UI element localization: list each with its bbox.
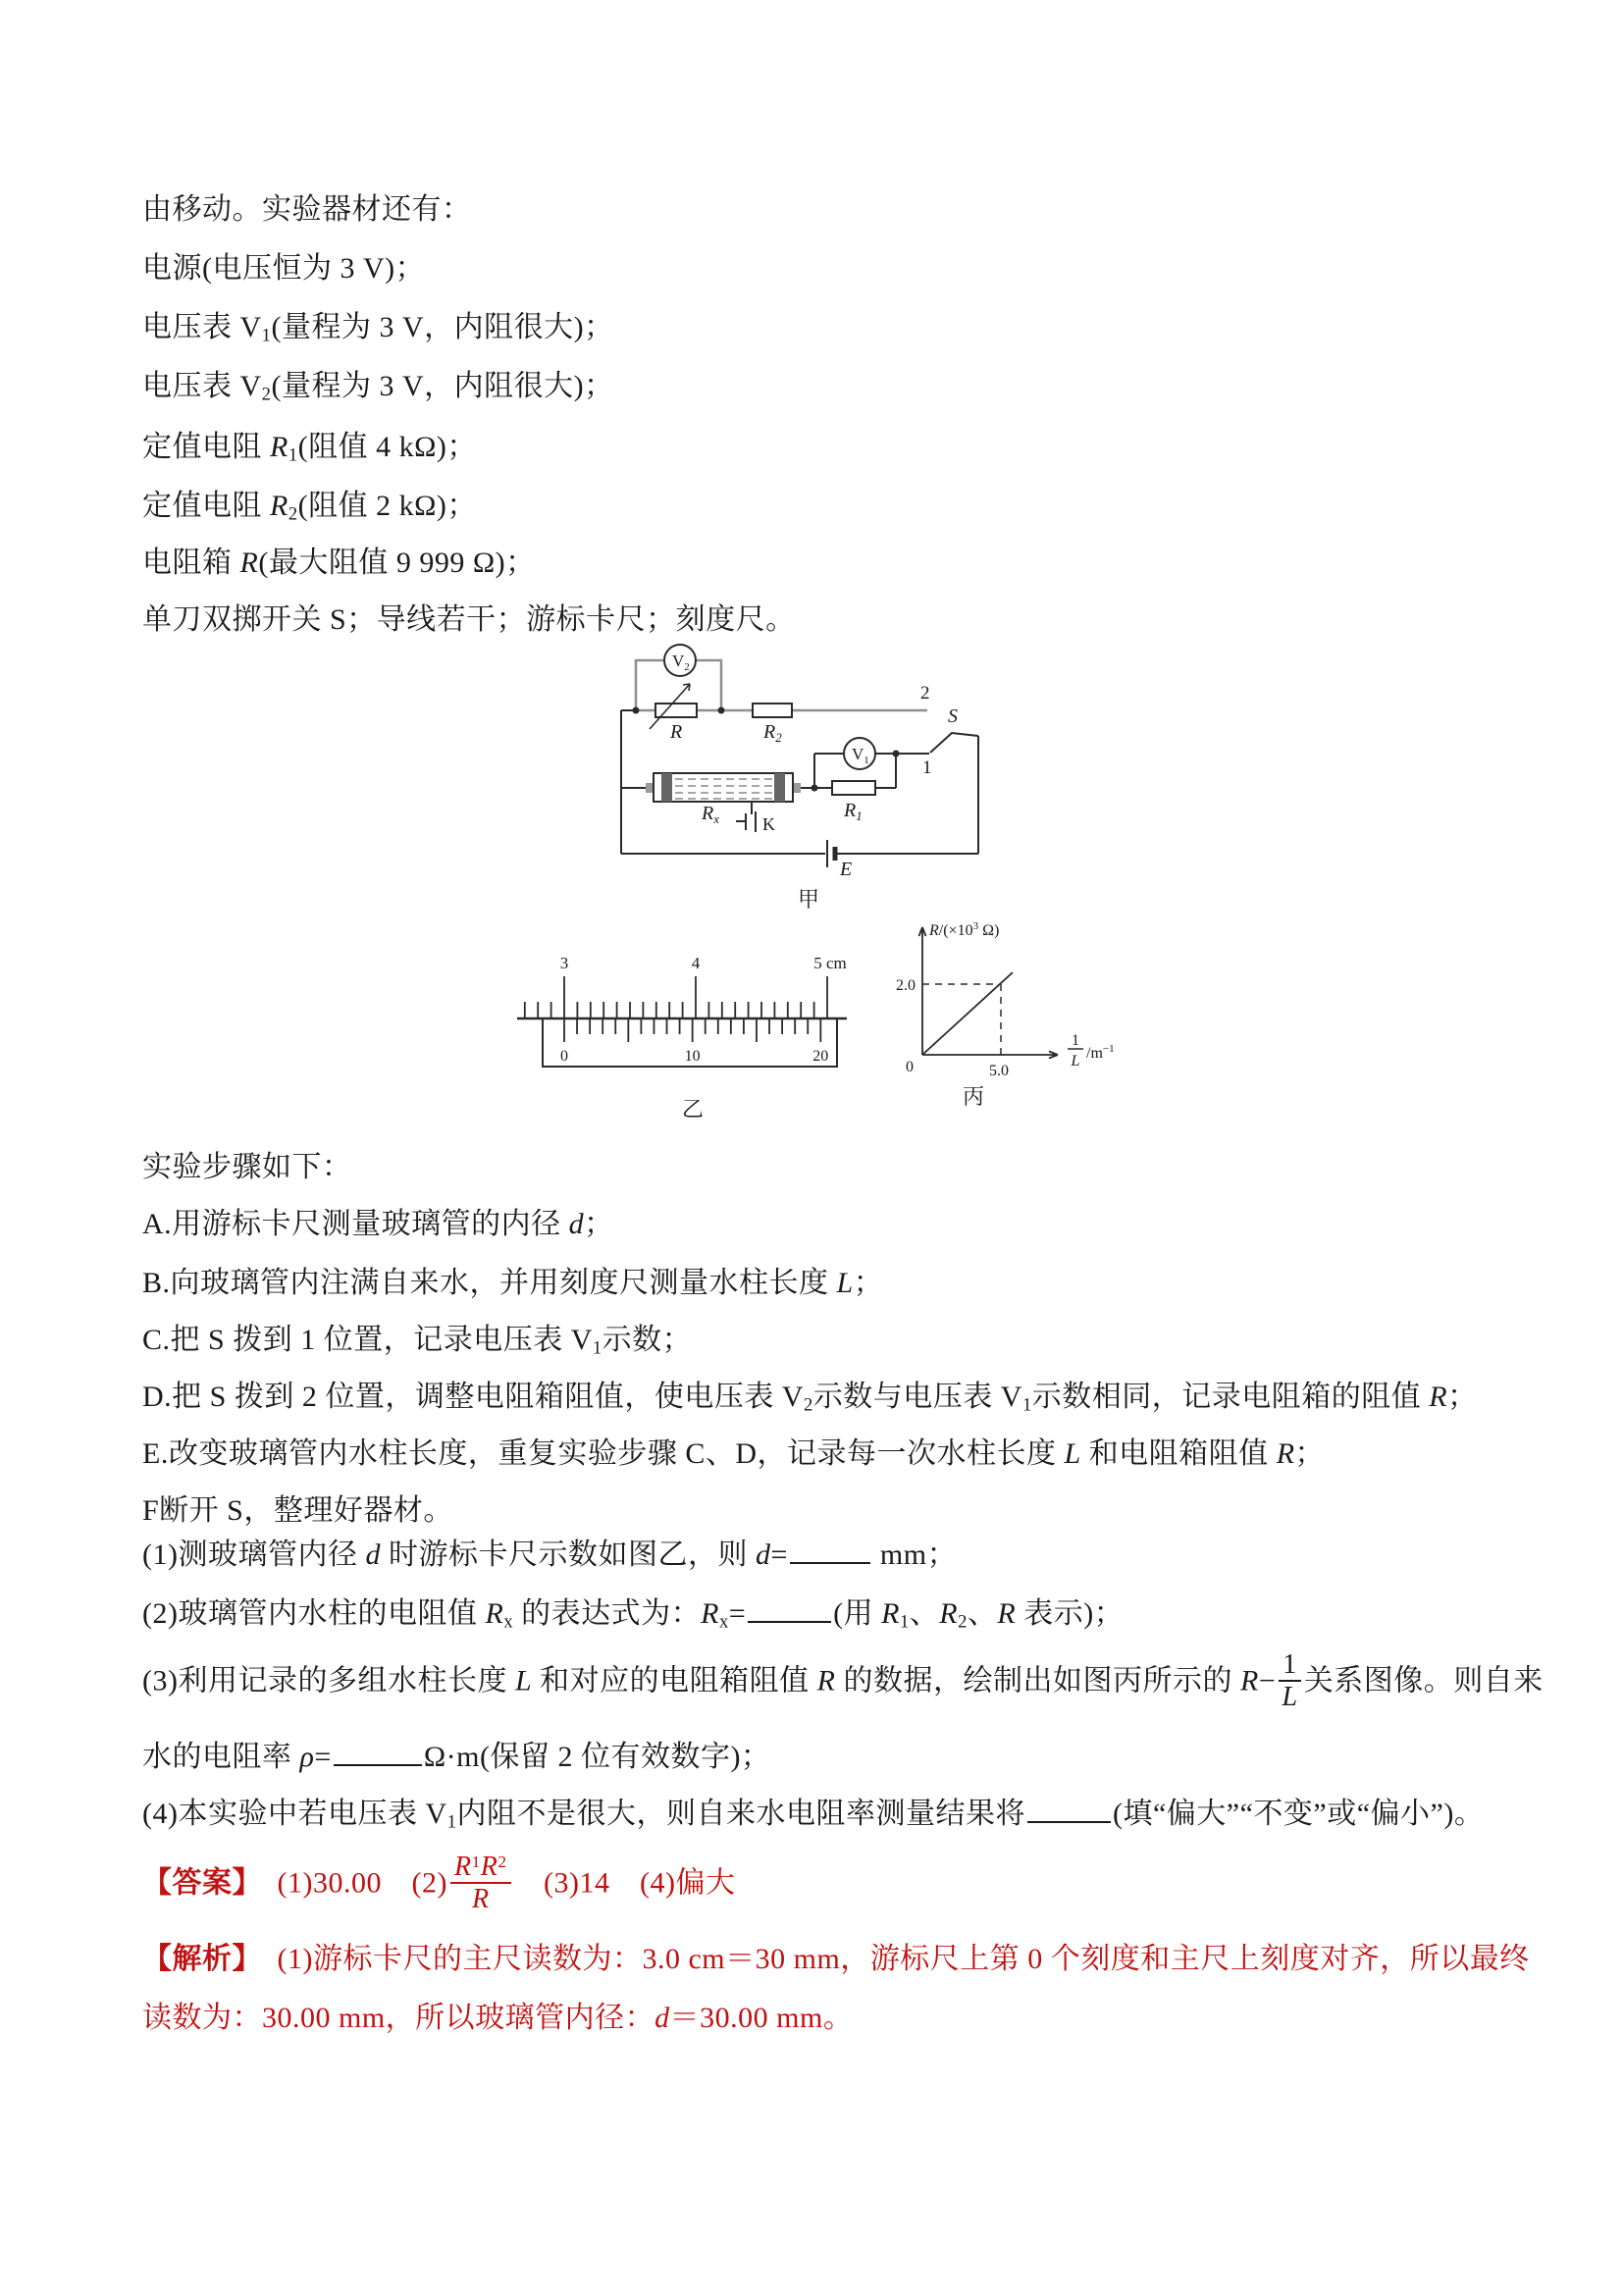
para-equip-voltmeter2: 电压表 $V_2$(量程为 3 V，内阻很大)； [142,370,614,405]
figure-bing-caption: 丙 [963,1084,985,1109]
para-equip-resistor2: 定值电阻 $R_2$(阻值 2 kΩ)； [142,490,477,525]
para-intro: 由移动。实验器材还有： [142,193,472,226]
para-equip-resbox: 电阻箱 R(最大阻值 9 999 Ω)； [142,547,536,579]
para-question-3b: 水的电阻率 ρ= Ω·m(保留 2 位有效数字)； [142,1735,770,1779]
y-axis-label: $R/(\times 10^3$ Ω) [929,920,1000,939]
fraction: $\frac{1}{L}$ [1279,1650,1301,1712]
resistor-r1-label: $R_1$ [844,800,863,823]
y-tick-label: 2.0 [896,977,916,994]
para-question-3: (3)利用记录的多组水柱长度 L 和对应的电阻箱阻值 R 的数据，绘制出如图丙所示的 R− $\frac{1}{L}$ 关系图像。则自来 [142,1649,1544,1713]
x-label-denominator: L [1071,1053,1080,1070]
resistance-box-label: R [670,721,683,743]
terminal-2-label: 2 [920,683,930,704]
answer-blank [748,1592,831,1623]
para-analysis-1: 【解析】 (1)游标卡尺的主尺读数为：3.0 cm＝30 mm，游标尺上第 0 个刻度和主尺上刻度对齐，所以最终 [142,1943,1530,1975]
voltmeter-v1-label: $V_1$ [852,745,869,766]
x-label-unit: $/m^{-1}$ [1086,1043,1115,1062]
water-tube-rx [646,773,801,802]
figure-circuit-jia [589,628,1040,922]
para-equip-power: 电源(电压恒为 3 V)； [142,252,426,285]
caliper-main-scale-label: 3 [559,954,569,972]
answer-blank [790,1533,870,1564]
caliper-main-ticks [525,976,827,1018]
fraction: $\frac{R^1R^2}{R}$ [450,1852,511,1914]
x-label-numerator: 1 [1072,1032,1079,1049]
caliper-svg [496,917,878,1128]
para-step-f: F断开 S，整理好器材。 [142,1494,453,1527]
caliper-vernier-scale-label: 20 [812,1048,829,1065]
figure-caliper-yi [496,917,878,1133]
caliper-vernier-scale-label: 10 [684,1048,701,1065]
battery-e-label: E [840,859,853,880]
para-answer: 【答案】 (1)30.00 (2) $\frac{R^1R^2}{R}$ (3)14 (4)偏大 [142,1852,736,1915]
para-question-1: (1)测玻璃管内径 d 时游标卡尺示数如图乙，则 d= mm； [142,1533,957,1577]
water-tube-label: $R_x$ [702,803,719,826]
origin-label: 0 [906,1059,914,1075]
graph-svg [878,898,1173,1128]
voltmeter-v2-label: $V_2$ [672,652,690,673]
para-question-2: (2)玻璃管内水柱的电阻值 $R_x$ 的表达式为：$R_x=$ (用 $R_1$、$R_2$、R 表示)； [142,1592,1124,1644]
para-equip-resistor1: 定值电阻 $R_1$(阻值 4 kΩ)； [142,431,477,466]
figure-graph-bing [878,898,1173,1133]
para-step-c: C.把 S 拨到 1 位置，记录电压表 $V_1$示数； [142,1324,693,1359]
caliper-main-labels [560,954,847,972]
answer-blank [1027,1792,1111,1823]
switch-blade-icon [930,733,978,753]
caliper-vernier-labels [560,1048,828,1065]
circuit-svg [589,628,1040,917]
para-equip-voltmeter1: 电压表 $V_1$(量程为 3 V，内阻很大)； [142,311,614,346]
para-question-4: (4)本实验中若电压表 $V_1$内阻不是很大，则自来水电阻率测量结果将 (填“偏大”“不变”或“偏小”)。 [142,1792,1484,1845]
battery-icon [827,840,835,867]
answer-blank [334,1735,422,1766]
switch-s-label: S [948,705,958,727]
para-steps-title: 实验步骤如下： [142,1151,352,1183]
para-step-e: E.改变玻璃管内水柱长度，重复实验步骤 C、D，记录每一次水柱长度 L 和电阻箱阻值 R； [142,1437,1326,1470]
caliper-main-scale-label: 5 cm [813,954,847,972]
figure-jia-caption: 甲 [798,887,820,912]
caliper-main-scale-label: 4 [691,954,701,972]
terminal-1-label: 1 [922,757,932,778]
para-analysis-2: 读数为：30.00 mm，所以玻璃管内径：d＝30.00 mm。 [142,2002,854,2034]
figure-yi-caption: 乙 [682,1097,705,1122]
resistor-r2 [753,704,792,717]
tube-cap-right [774,773,785,802]
para-equip-switch: 单刀双掷开关 S；导线若干；游标卡尺；刻度尺。 [142,603,796,636]
resistor-r2-label: $R_2$ [763,721,782,745]
para-step-d: D.把 S 拨到 2 位置，调整电阻箱阻值，使电压表 $V_2$示数与电压表 $V_1$示数相同，记录电阻箱的阻值 R； [142,1381,1478,1416]
x-tick-label: 5.0 [989,1063,1009,1079]
x-axis-label [1068,1032,1115,1070]
contact-k-icon [736,802,756,832]
tube-body [654,773,793,802]
para-step-b: B.向玻璃管内注满自来水，并用刻度尺测量水柱长度 L； [142,1267,884,1299]
tube-cap-left [661,773,672,802]
resistor-r1 [832,781,875,795]
caliper-vernier-ticks [564,1018,820,1042]
contact-k-label: K [762,814,775,834]
caliper-vernier-scale-label: 0 [560,1048,568,1065]
x-axis [922,1052,1058,1059]
y-axis [919,927,926,1055]
para-step-a: A.用游标卡尺测量玻璃管的内径 d； [142,1208,614,1240]
